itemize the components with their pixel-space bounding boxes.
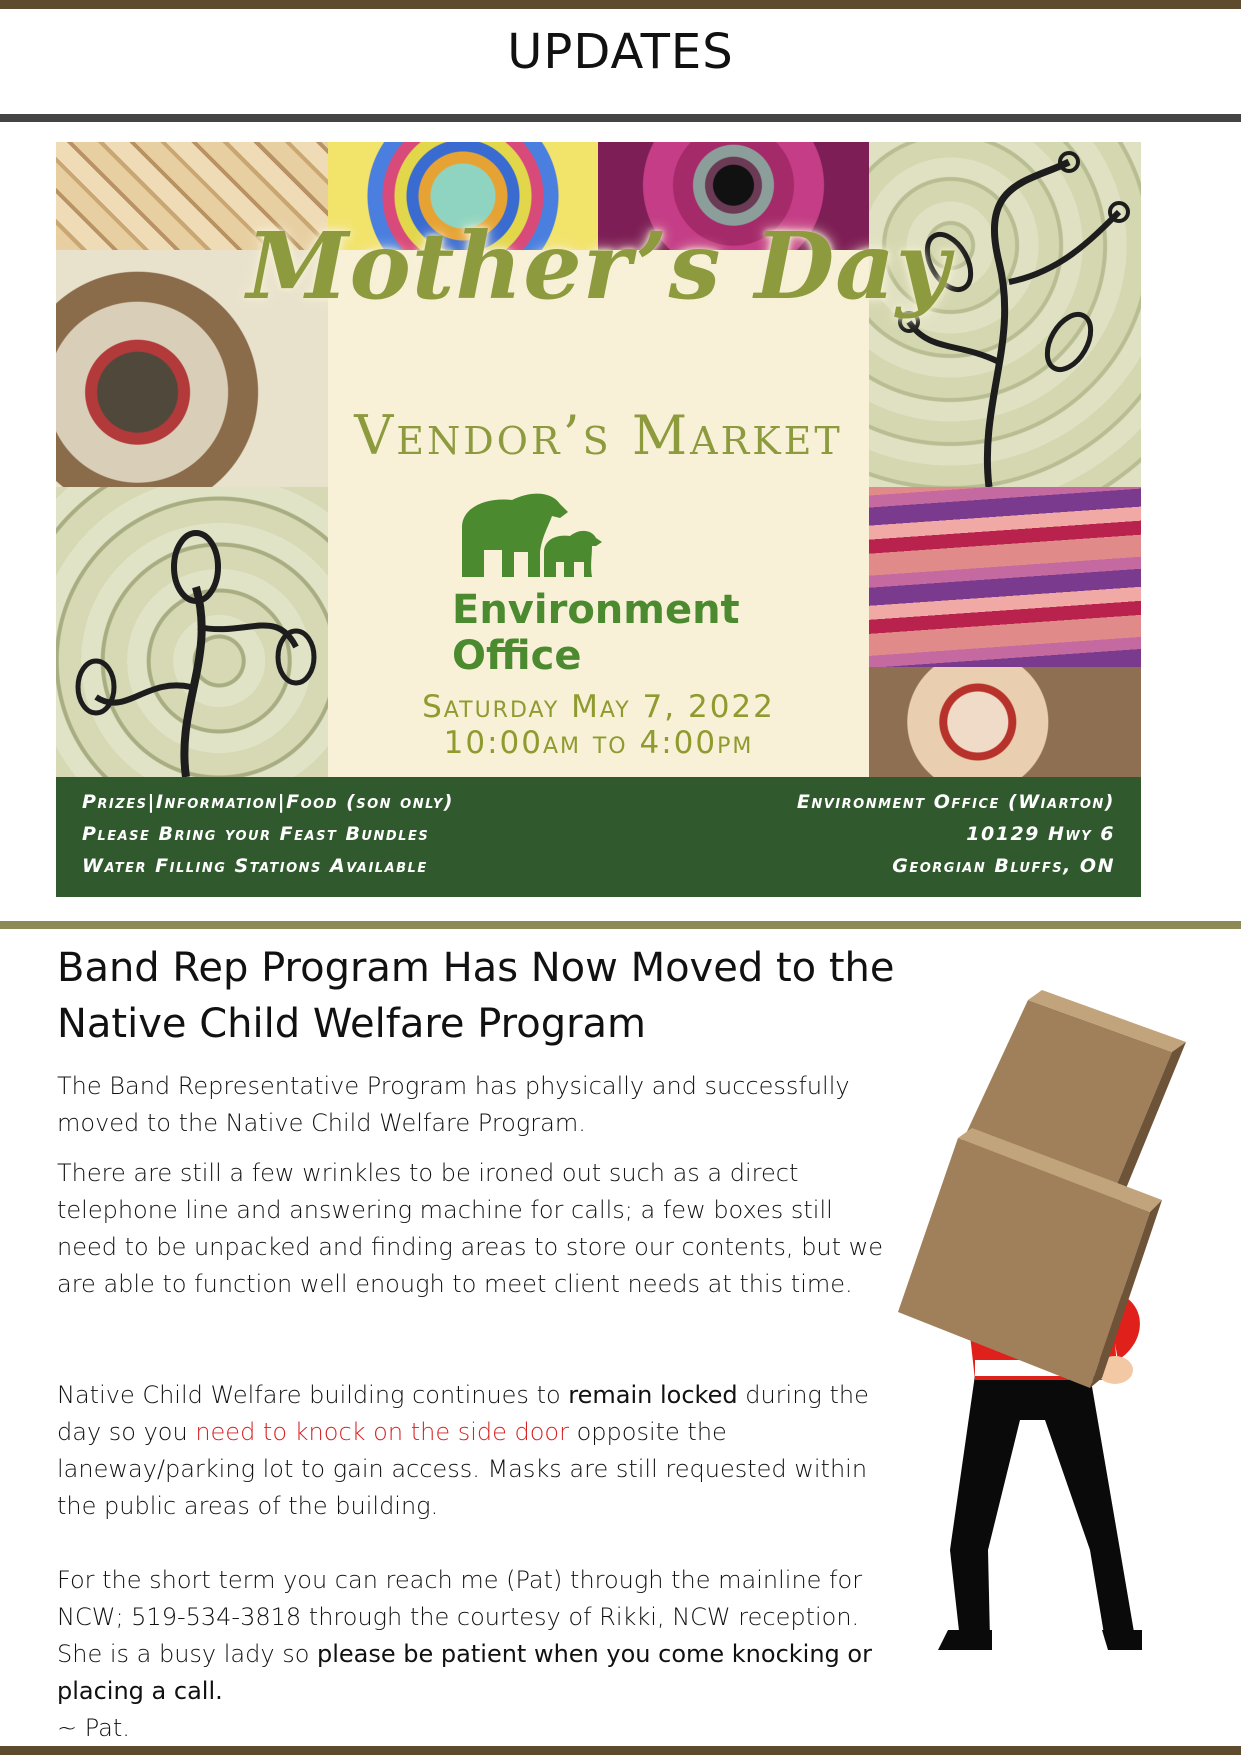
article-paragraph-2: There are still a few wrinkles to be ironed out such as a direct telephone line and answering machine for calls; a few boxes still need to be unpacked and finding areas to store our contents, but we are able to function well enough to meet client needs at this time.	[57, 1159, 884, 1298]
footer-left-line-2: Please Bring your Feast Bundles	[82, 823, 430, 845]
logo-line-1: Environment	[452, 587, 740, 633]
knock-side-door-highlight: need to knock on the side door	[195, 1418, 569, 1446]
signature: ~ Pat.	[57, 1714, 130, 1742]
floral-vine-icon	[56, 487, 328, 777]
logo-line-2: Office	[452, 633, 582, 679]
poster-title: Mother’s Day	[246, 212, 951, 320]
be-patient-emphasis: please be patient when you come knocking or placing a call.	[57, 1640, 872, 1705]
bear-family-logo-icon	[452, 482, 612, 582]
section-divider	[0, 921, 1241, 929]
p4-text-1: For the short term you can reach me (Pat) through the mainline for NCW; 519-534-3818 through the courtesy of Rikki, NCW reception. She is a busy lady so	[57, 1566, 863, 1668]
article-title: Band Rep Program Has Now Moved to the Native Child Welfare Program	[57, 945, 895, 1047]
article-paragraph-4	[57, 1562, 887, 1747]
ribbon-skirt-photo	[869, 487, 1141, 667]
article-paragraph-1: The Band Representative Program has physically and successfully moved to the Native Child Welfare Program.	[57, 1072, 850, 1137]
p3-text-2: during the day so you	[57, 1381, 869, 1446]
header-divider	[0, 114, 1241, 122]
feast-bundles-photo	[869, 667, 1141, 777]
remain-locked-emphasis: remain locked	[568, 1381, 738, 1409]
event-time-line: 10:00am to 4:00pm	[443, 725, 754, 761]
p3-text-1: Native Child Welfare building continues to	[57, 1381, 569, 1409]
footer-left-line-3: Water Filling Stations Available	[82, 855, 428, 877]
event-date-line: Saturday May 7, 2022	[422, 689, 775, 725]
page-title: UPDATES	[507, 24, 734, 80]
footer-right-line-2: 10129 Hwy 6	[966, 823, 1115, 845]
leaf-pattern-panel-left	[56, 487, 328, 777]
environment-office-logo-text	[452, 587, 740, 679]
p3-text-3: opposite the laneway/parking lot to gain access. Masks are still requested within the public areas of the building.	[57, 1418, 868, 1520]
poster-footer	[56, 777, 1141, 897]
mothers-day-poster	[56, 142, 1141, 897]
person-carrying-boxes-illustration	[880, 990, 1200, 1650]
poster-subtitle: Vendor’s Market	[354, 404, 843, 467]
article-paragraph-3	[57, 1377, 887, 1525]
footer-right-line-1: Environment Office (Wiarton)	[796, 791, 1115, 813]
top-border	[0, 0, 1241, 9]
event-date	[328, 689, 869, 761]
footer-left-line-1: Prizes|Information|Food (son only)	[82, 791, 454, 813]
footer-right-line-3: Georgian Bluffs, ON	[892, 855, 1115, 877]
bottom-border	[0, 1746, 1241, 1755]
